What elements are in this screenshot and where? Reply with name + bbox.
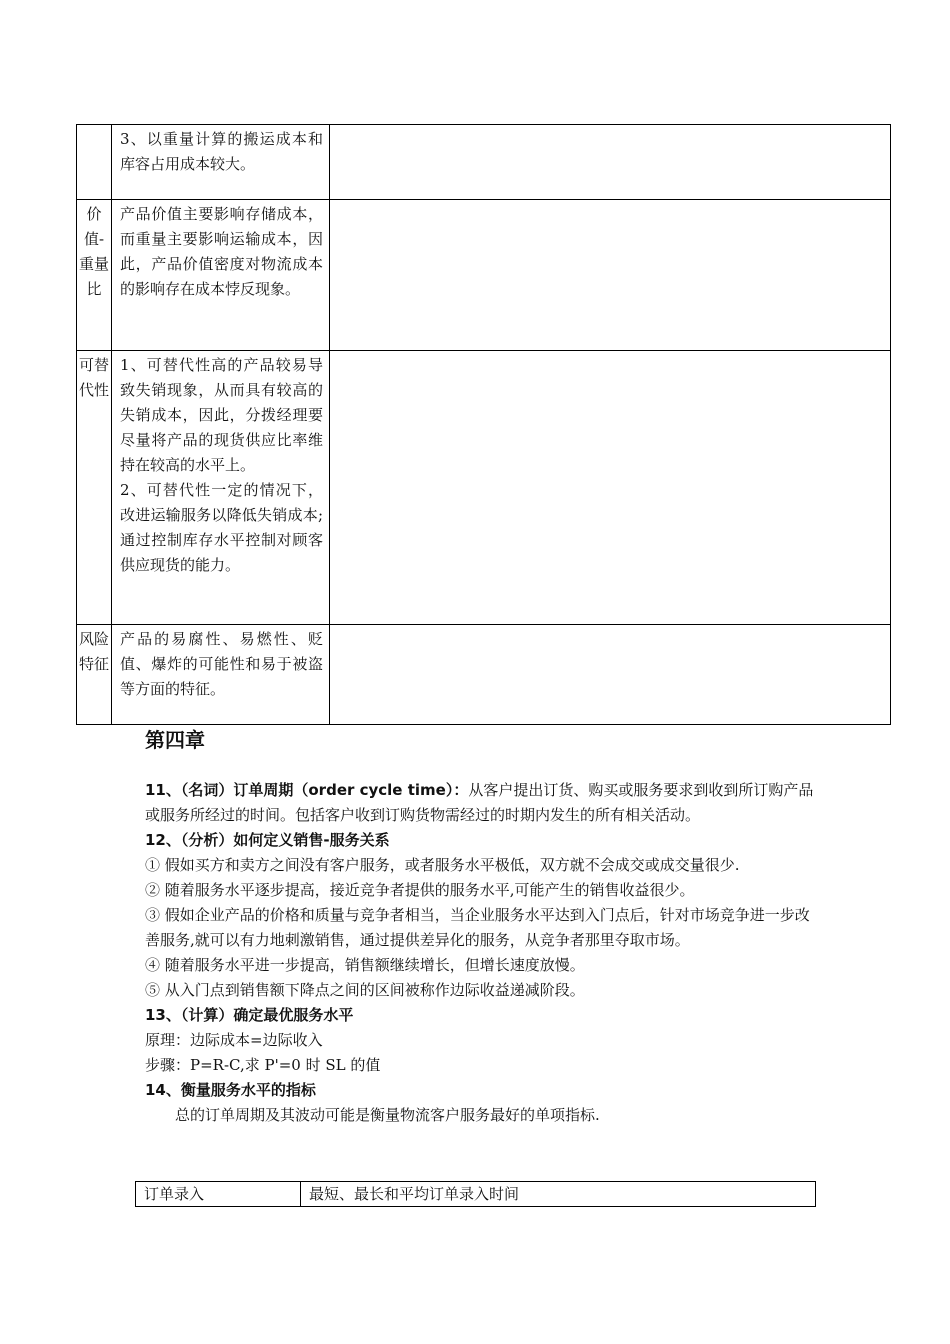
- top-table-row: [77, 625, 891, 725]
- metric-name: 订单录入: [136, 1182, 301, 1207]
- top-table-row: [77, 125, 891, 200]
- description-paragraph: 2、可替代性一定的情况下，改进运输服务以降低失销成本;通过控制库存水平控制对顾客供应现货的能力。: [120, 481, 323, 574]
- service-level-row: [136, 1182, 816, 1207]
- item-12-point: ③ 假如企业产品的价格和质量与竞争者相当，当企业服务水平达到入门点后，针对市场竞争进一步改善服务,就可以有力地刺激销售，通过提供差异化的服务，从竞争者那里夺取市场。: [145, 906, 810, 949]
- top-table-row: [77, 351, 891, 625]
- row-description: [112, 125, 330, 200]
- row-label: [77, 125, 112, 200]
- row-label: 价值-重量比: [77, 200, 112, 351]
- top-table-row: [77, 200, 891, 351]
- row-empty-cell: [330, 125, 891, 200]
- row-description: [112, 351, 330, 625]
- chapter-four-content: [145, 726, 817, 1128]
- item-13-line-principle: 原理：边际成本=边际收入: [145, 1031, 323, 1049]
- item-14-title: 14、衡量服务水平的指标: [145, 1081, 316, 1099]
- item-12-point: ④ 随着服务水平进一步提高，销售额继续增长，但增长速度放慢。: [145, 956, 585, 974]
- item-11-text: 从客户提出订货、购买或服务要求到收到所订购产品或服务所经过的时间。包括客户收到订购货物需经过的时期内发生的所有相关活动。: [145, 781, 814, 824]
- row-empty-cell: [330, 351, 891, 625]
- row-description: [112, 625, 330, 725]
- service-level-table: [135, 1181, 816, 1207]
- item-13-line-steps: 步骤：P=R-C,求 P'=0 时 SL 的值: [145, 1056, 381, 1074]
- row-description: [112, 200, 330, 351]
- item-12-point: ⑤ 从入门点到销售额下降点之间的区间被称作边际收益递减阶段。: [145, 981, 585, 999]
- item-13-title: 13、（计算）确定最优服务水平: [145, 1006, 354, 1024]
- row-label: 可替代性: [77, 351, 112, 625]
- description-paragraph: 产品的易腐性、易燃性、贬值、爆炸的可能性和易于被盗等方面的特征。: [120, 630, 323, 698]
- row-empty-cell: [330, 200, 891, 351]
- top-table: [76, 124, 891, 725]
- item-14-text: 总的订单周期及其波动可能是衡量物流客户服务最好的单项指标.: [175, 1106, 600, 1124]
- item-12-point: ② 随着服务水平逐步提高，接近竞争者提供的服务水平,可能产生的销售收益很少。: [145, 881, 695, 899]
- chapter-title: 第四章: [145, 728, 205, 752]
- row-label: 风险特征: [77, 625, 112, 725]
- item-11: [145, 778, 817, 828]
- item-11-title: 11、（名词）订单周期（order cycle time）：: [145, 781, 469, 799]
- description-paragraph: 产品价值主要影响存储成本，而重量主要影响运输成本，因此，产品价值密度对物流成本的影响存在成本悖反现象。: [120, 205, 323, 298]
- item-12-title: 12、（分析）如何定义销售-服务关系: [145, 831, 390, 849]
- description-paragraph: 3、以重量计算的搬运成本和库容占用成本较大。: [120, 130, 323, 173]
- description-paragraph: 1、可替代性高的产品较易导致失销现象，从而具有较高的失销成本，因此，分拨经理要尽量将产品的现货供应比率维持在较高的水平上。: [120, 356, 323, 474]
- item-12-points: [145, 853, 817, 1003]
- item-12-point: ① 假如买方和卖方之间没有客户服务，或者服务水平极低，双方就不会成交或成交量很少.: [145, 856, 740, 874]
- metric-description: 最短、最长和平均订单录入时间: [301, 1182, 816, 1207]
- row-empty-cell: [330, 625, 891, 725]
